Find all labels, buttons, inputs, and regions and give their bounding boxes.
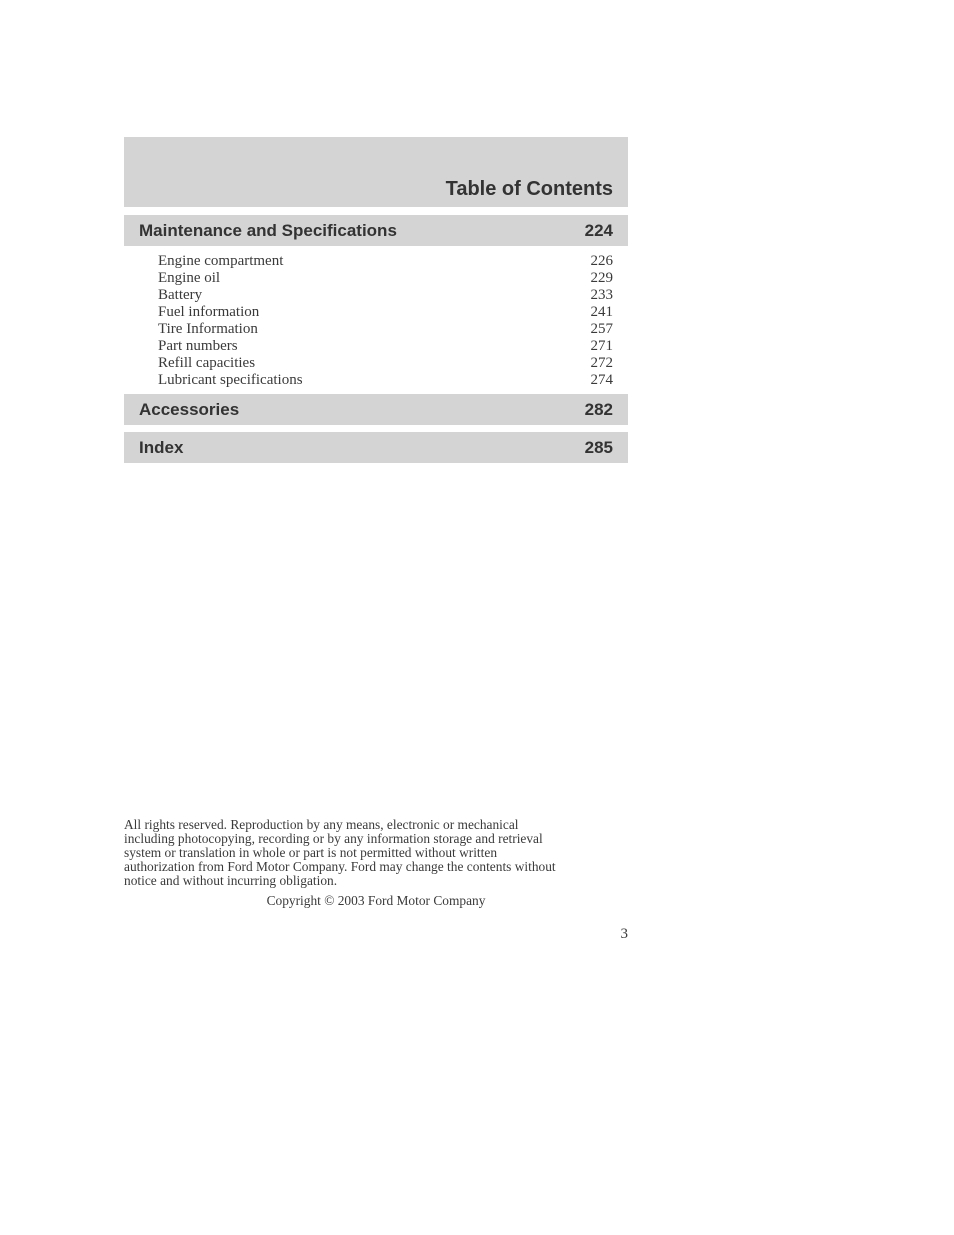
item-page: 271 — [590, 338, 613, 354]
legal-line: authorization from Ford Motor Company. Ford may change the contents without — [124, 859, 556, 874]
list-item[interactable] — [124, 338, 628, 355]
item-label: Engine compartment — [158, 253, 284, 269]
item-page: 274 — [590, 372, 613, 388]
list-item[interactable] — [124, 372, 628, 389]
list-item[interactable] — [124, 287, 628, 304]
item-page: 257 — [590, 321, 613, 337]
section-title: Index — [139, 437, 184, 457]
list-item[interactable] — [124, 253, 628, 270]
item-label: Part numbers — [158, 338, 238, 354]
legal-notice — [124, 818, 628, 888]
item-page: 226 — [590, 253, 613, 269]
toc-header — [124, 137, 628, 207]
list-item[interactable] — [124, 270, 628, 287]
item-label: Engine oil — [158, 270, 221, 286]
section-accessories[interactable] — [124, 394, 628, 425]
section-page: 282 — [584, 399, 613, 419]
copyright-notice: Copyright © 2003 Ford Motor Company — [266, 893, 486, 908]
item-page: 241 — [590, 304, 613, 320]
item-label: Lubricant specifications — [158, 372, 303, 388]
item-label: Tire Information — [158, 321, 258, 337]
section-page: 224 — [584, 220, 613, 240]
section-index[interactable] — [124, 432, 628, 463]
legal-line: notice and without incurring obligation. — [124, 873, 338, 888]
section-page: 285 — [584, 437, 613, 457]
page-title: Table of Contents — [445, 178, 613, 200]
item-label: Fuel information — [158, 304, 260, 320]
section-title: Maintenance and Specifications — [139, 220, 397, 240]
maintenance-subsection-list — [124, 253, 628, 389]
legal-line: All rights reserved. Reproduction by any means, electronic or mechanical — [124, 817, 519, 832]
page-number: 3 — [620, 926, 628, 942]
legal-line: including photocopying, recording or by any information storage and retrieval — [124, 831, 543, 846]
item-page: 229 — [590, 270, 613, 286]
list-item[interactable] — [124, 304, 628, 321]
list-item[interactable] — [124, 321, 628, 338]
section-maintenance[interactable] — [124, 215, 628, 246]
list-item[interactable] — [124, 355, 628, 372]
item-page: 272 — [590, 355, 613, 371]
item-label: Refill capacities — [158, 355, 256, 371]
section-title: Accessories — [139, 399, 240, 419]
item-page: 233 — [590, 287, 613, 303]
legal-line: system or translation in whole or part is not permitted without written — [124, 845, 498, 860]
item-label: Battery — [158, 287, 203, 303]
